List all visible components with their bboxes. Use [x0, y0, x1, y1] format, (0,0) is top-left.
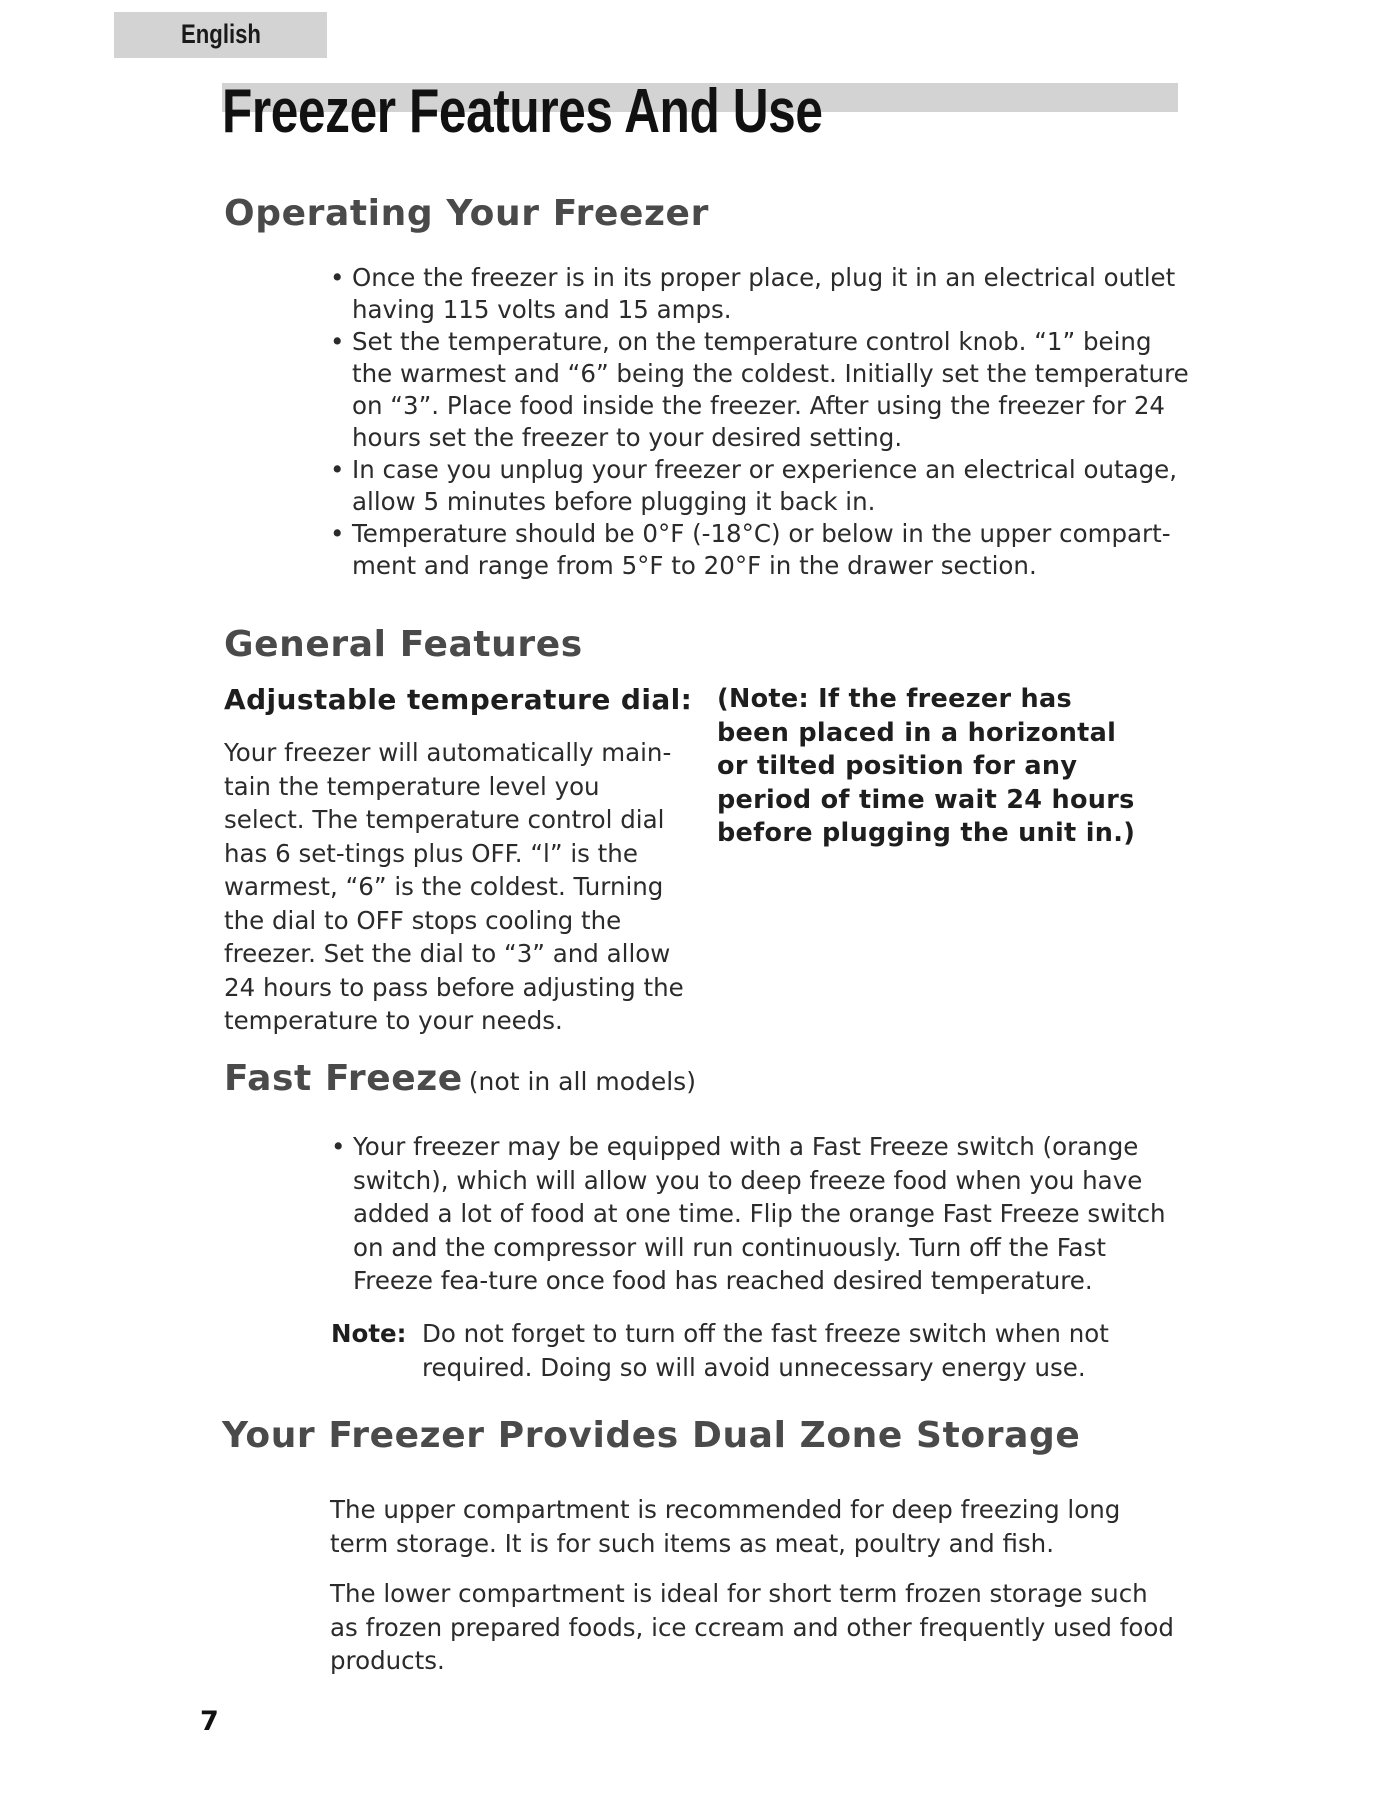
adjustable-dial-heading: Adjustable temperature dial: — [224, 683, 693, 716]
operating-bullet-list — [330, 262, 1190, 582]
language-tab — [114, 12, 327, 58]
dual-zone-heading: Your Freezer Provides Dual Zone Storage — [222, 1415, 1081, 1456]
fast-freeze-subtitle: (not in all models) — [468, 1067, 696, 1096]
horizontal-position-note: (Note: If the freezer has been placed in a horizontal or tilted position for any period of time wait 24 hours before plugging the unit in.) — [717, 684, 1136, 848]
list-item: • Once the freezer is in its proper place, plug it in an electrical outlet having 115 volts and 15 amps. — [330, 262, 1190, 326]
list-item: • Temperature should be 0°F (-18°C) or below in the upper compart-ment and range from 5°F to 20°F in the drawer section. — [330, 518, 1190, 582]
note-label: Note: — [331, 1319, 407, 1348]
list-item: • In case you unplug your freezer or experience an electrical outage, allow 5 minutes before plugging it back in. — [330, 454, 1190, 518]
general-features-heading: General Features — [224, 624, 583, 665]
list-item: • Your freezer may be equipped with a Fast Freeze switch (orange switch), which will allow you to deep freeze food when you have added a lot of food at one time. Flip the orange Fast Freeze switch on and the compressor will run continuously. Turn off the Fast Freeze fea-ture once food has reached desired temperature. — [331, 1130, 1186, 1298]
list-item: • Set the temperature, on the temperature control knob. “1” being the warmest and “6” being the coldest. Initially set the temperature on “3”. Place food inside the freezer. After using the freezer for 24 hours set the freezer to your desired setting. — [330, 326, 1190, 454]
operating-heading: Operating Your Freezer — [224, 193, 709, 234]
fast-freeze-bullet-list — [331, 1130, 1186, 1298]
dual-zone-paragraph-lower: The lower compartment is ideal for short term frozen storage such as frozen prepared foods, ice ccream and other frequently used food products. — [330, 1579, 1174, 1675]
language-label: English — [181, 19, 261, 49]
page-number: 7 — [200, 1706, 219, 1737]
dual-zone-paragraph-upper: The upper compartment is recommended for deep freezing long term storage. It is for such items as meat, poultry and fish. — [330, 1495, 1121, 1558]
fast-freeze-title: Fast Freeze — [224, 1058, 463, 1099]
note-text: Do not forget to turn off the fast freeze switch when not required. Doing so will avoid unnecessary energy use. — [422, 1319, 1109, 1382]
fast-freeze-heading — [224, 1058, 696, 1099]
page-title: Freezer Features And Use — [222, 77, 823, 146]
adjustable-dial-text: Your freezer will automatically main-tain the temperature level you select. The temperature control dial has 6 set-tings plus OFF. “l” is the warmest, “6” is the coldest. Turning the dial to OFF stops cooling the freezer. Set the dial to “3” and allow 24 hours to pass before adjusting the temperature to your needs. — [224, 738, 684, 1035]
